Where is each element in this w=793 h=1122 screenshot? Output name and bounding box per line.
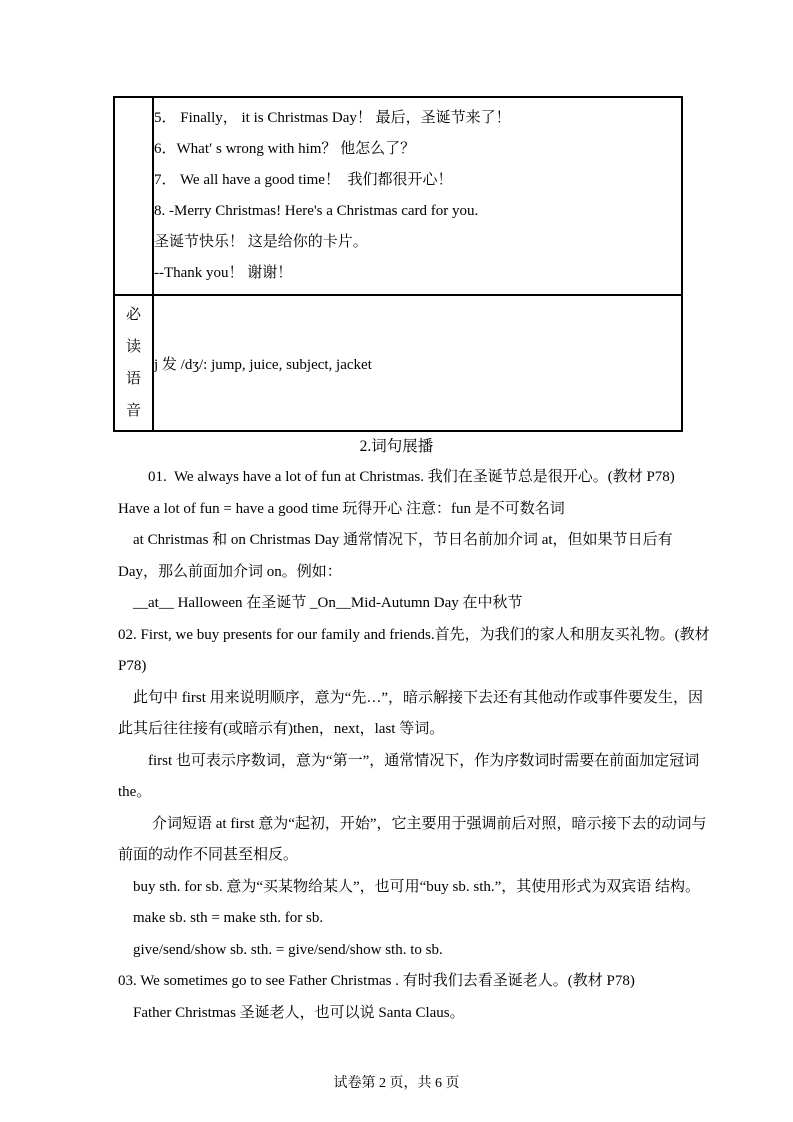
paragraph: __at__ Halloween 在圣诞节 _On__Mid-Autumn Day 在中秋节 — [133, 595, 523, 611]
sentence-line: --Thank you！ 谢谢！ — [154, 265, 293, 281]
sentence-line: 5． Finally， it is Christmas Day！ 最后，圣诞节来了！ — [154, 110, 511, 126]
phonics-sentence-table — [113, 96, 683, 432]
row1-label-cell — [114, 97, 153, 295]
sentence-line: 8. -Merry Christmas! Here's a Christmas card for you. — [154, 203, 479, 219]
paragraph: 03. We sometimes go to see Father Christmas . 有时我们去看圣诞老人。(教材 P78) — [118, 973, 635, 989]
phonics-line: j 发 /dʒ/: jump, juice, subject, jacket — [154, 356, 372, 373]
paragraph: 介词短语 at first 意为“起初，开始”，它主要用于强调前后对照，暗示接下去的动词与 — [152, 815, 707, 832]
sentence-line: 6．What′ s wrong with him？ 他怎么了？ — [154, 141, 416, 157]
paragraph: at Christmas 和 on Christmas Day 通常情况下，节日名前加介词 at，但如果节日后有 — [133, 532, 673, 548]
row1-content-cell — [153, 97, 682, 295]
paragraph: Father Christmas 圣诞老人，也可以说 Santa Claus。 — [133, 1004, 465, 1021]
paragraph: 前面的动作不同甚至相反。 — [118, 847, 299, 863]
label-char: 必 — [125, 307, 141, 323]
paragraph: 此其后往往接有(或暗示有)then，next，last 等词。 — [118, 721, 445, 737]
paragraph: P78) — [118, 658, 147, 674]
paragraph: Have a lot of fun = have a good time 玩得开心 注意：fun 是不可数名词 — [118, 500, 565, 517]
phonics-row-label — [114, 295, 153, 431]
sentence-line: 圣诞节快乐！ 这是给你的卡片。 — [154, 234, 368, 250]
paragraph: 此句中 first 用来说明顺序，意为“先…”，暗示解接下去还有其他动作或事件要发生，因 — [133, 689, 703, 706]
paragraph: the。 — [118, 784, 152, 800]
table-row-sentences — [114, 97, 682, 295]
paragraph: first 也可表示序数词，意为“第一”，通常情况下，作为序数词时需要在前面加定冠词 — [148, 752, 700, 769]
table-row-phonics — [114, 295, 682, 431]
paragraph: buy sth. for sb. 意为“买某物给某人”，也可用“buy sb. sth.”，其使用形式为双宾语 结构。 — [133, 878, 701, 895]
label-char: 音 — [125, 403, 141, 419]
label-char: 语 — [125, 371, 141, 387]
sentence-line: 7． We all have a good time！ 我们都很开心！ — [154, 172, 453, 188]
paragraph: 02. First, we buy presents for our family and friends.首先，为我们的家人和朋友买礼物。(教材 — [118, 626, 710, 643]
paragraph: Day，那么前面加介词 on。例如： — [118, 563, 342, 580]
paragraph: give/send/show sb. sth. = give/send/show sth. to sb. — [133, 941, 443, 958]
paragraph: 01. We always have a lot of fun at Christmas. 我们在圣诞节总是很开心。(教材 P78) — [148, 469, 675, 485]
paragraph: make sb. sth = make sth. for sb. — [133, 910, 324, 926]
section-body — [118, 462, 710, 1029]
label-char: 读 — [125, 339, 141, 355]
section-heading: 2.词句展播 — [359, 438, 434, 455]
phonics-content-cell — [153, 295, 682, 431]
page-number-footer: 试卷第 2 页，共 6 页 — [333, 1076, 460, 1091]
